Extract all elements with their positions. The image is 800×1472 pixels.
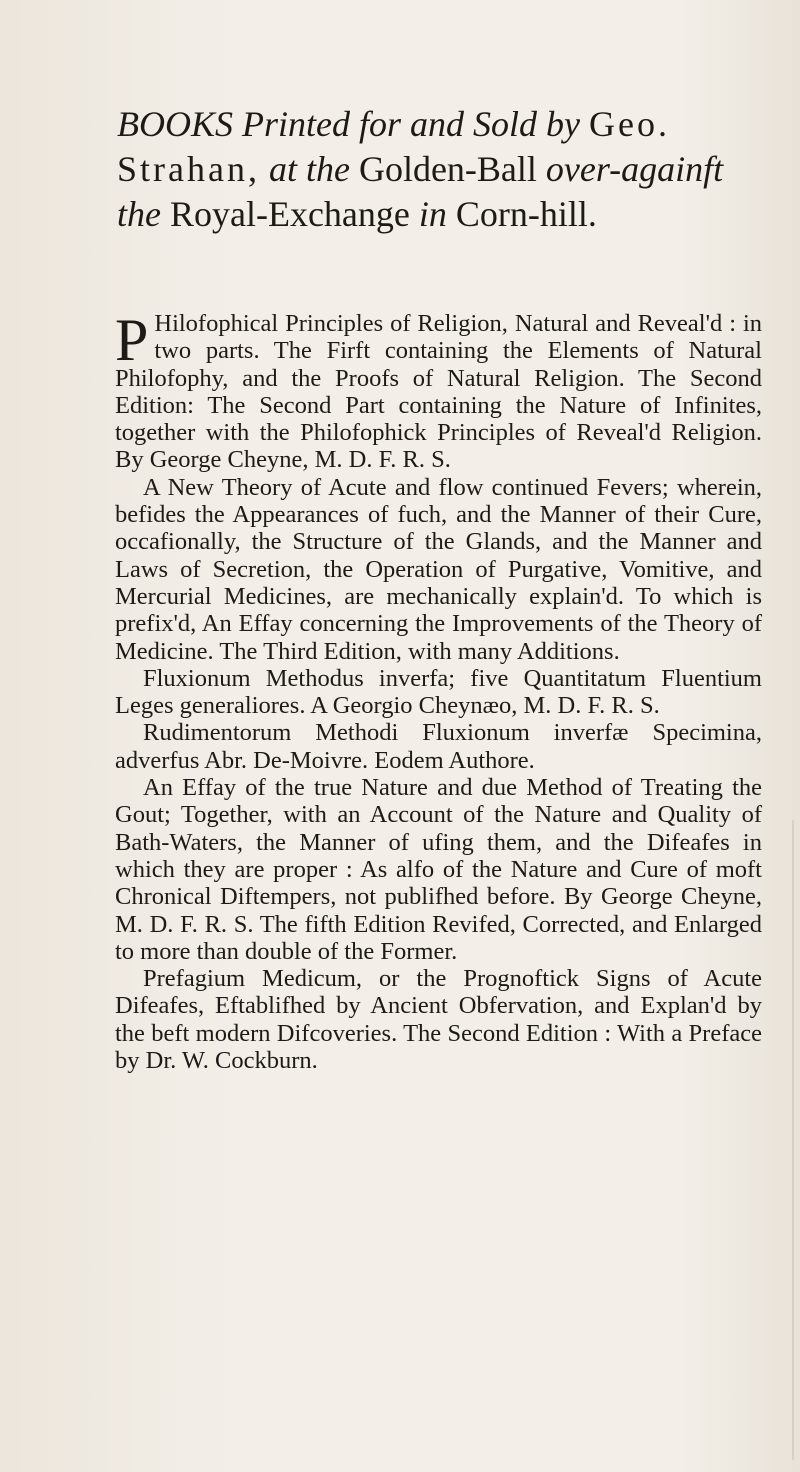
address-part: Royal-Exchange	[169, 194, 419, 234]
advertisement-header	[117, 102, 757, 237]
book-entry-text: Fluxionum Methodus inverfa; five Quantitatum Fluentium Leges generaliores. A Georgio Cheynæo, M. D. F. R. S.	[115, 664, 762, 720]
header-publisher: Geo. Strahan,	[117, 104, 670, 189]
page-edge-line	[792, 820, 794, 1460]
drop-cap: P	[115, 307, 149, 373]
book-list	[115, 307, 762, 1075]
book-entry	[115, 307, 762, 474]
book-entry	[115, 774, 762, 965]
book-entry	[115, 665, 762, 720]
book-entry-text: Hilofophical Principles of Religion, Natural and Reveal'd : in two parts. The Firft containing the Elements of Natural Philofophy, and the Proofs of Natural Religion. The Second Edition: The Second Part containing the Nature of Infinites, together with the Philofophick Principles of Reveal'd Religion. By George Cheyne, M. D. F. R. S.	[115, 310, 762, 474]
address-part: Corn-hill.	[455, 194, 597, 234]
book-entry	[115, 965, 762, 1074]
book-entry-text: An Effay of the true Nature and due Method of Treating the Gout; Together, with an Account of the Nature and Quality of Bath-Waters, the Manner of ufing them, and the Difeafes in which they are proper : As alfo of the Nature and Cure of moft Chronical Diftempers, not publifhed before. By George Cheyne, M. D. F. R. S. The fifth Edition Revifed, Corrected, and Enlarged to more than double of the Former.	[115, 774, 762, 965]
book-entry-text: A New Theory of Acute and flow continued Fevers; wherein, befides the Appearances of fuch, and the Manner of their Cure, occafionally, the Structure of the Glands, and the Manner and Laws of Secretion, the Operation of Purgative, Vomitive, and Mercurial Medicines, are mechanically explain'd. To which is prefix'd, An Effay concerning the Improvements of the Theory of Medicine. The Third Edition, with many Additions.	[115, 473, 762, 665]
book-entry	[115, 719, 762, 774]
book-entry-text: Rudimentorum Methodi Fluxionum inverfæ Specimina, adverfus Abr. De-Moivre. Eodem Authore.	[115, 719, 762, 774]
header-title: BOOKS Printed for and Sold by	[117, 104, 580, 144]
address-part: in	[418, 194, 456, 234]
address-part: Golden-Ball	[358, 149, 546, 189]
address-part: at the	[259, 149, 359, 189]
book-entry-text: Prefagium Medicum, or the Prognoftick Signs of Acute Difeafes, Eftablifhed by Ancient Obfervation, and Explan'd by the beft modern Difcoveries. The Second Edition : With a Preface by Dr. W. Cockburn.	[115, 965, 762, 1075]
book-entry	[115, 474, 762, 665]
address-part: over-againft the	[117, 149, 724, 234]
